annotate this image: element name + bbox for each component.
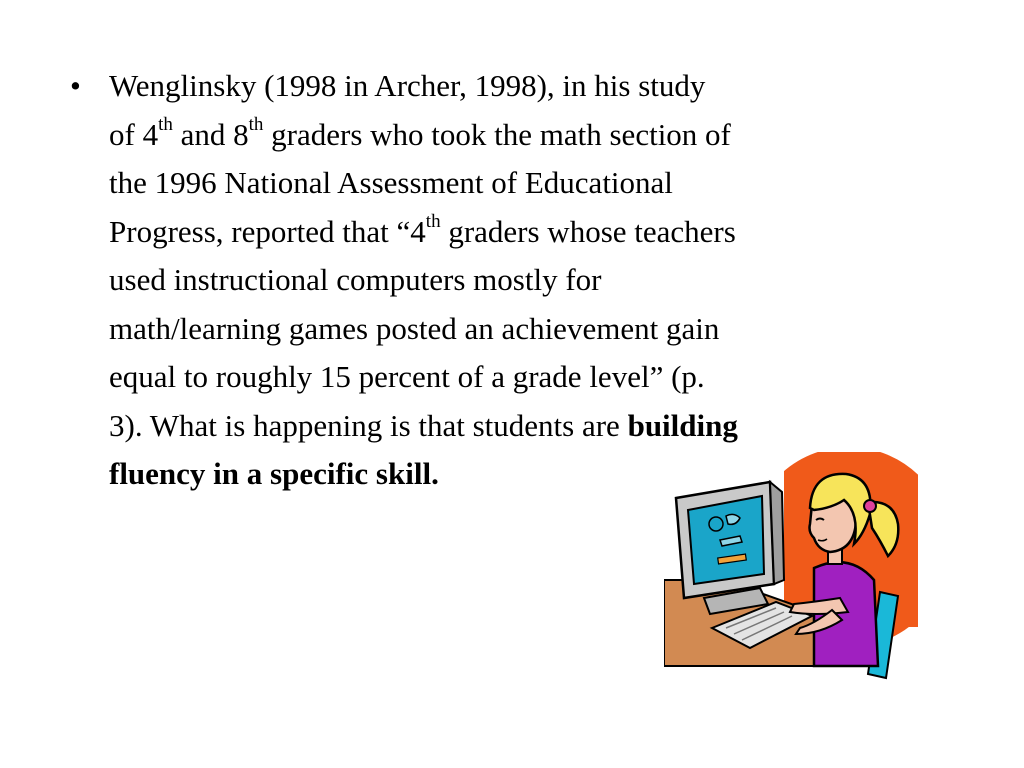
bullet-text [109, 62, 930, 499]
text-line-4 [109, 208, 930, 257]
bold-text: building [627, 407, 738, 443]
bold-text: fluency in a specific skill. [109, 456, 439, 491]
text-segment: the 1996 National Assessment of Educational [109, 165, 673, 200]
text-line-1 [109, 62, 930, 111]
superscript: th [248, 114, 264, 136]
bullet-marker: • [70, 68, 81, 103]
superscript: th [158, 114, 173, 136]
text-segment: used instructional computers mostly for [109, 262, 602, 297]
girl-at-computer-icon [664, 452, 918, 680]
text-segment: math/learning games posted an achievement gain [109, 310, 720, 346]
text-segment: graders who took the math section of [263, 116, 731, 152]
text-segment: and 8 [172, 116, 249, 152]
superscript: th [425, 211, 441, 233]
text-line-3 [109, 159, 930, 208]
text-segment: Progress, reported that “4 [109, 213, 426, 249]
text-line-8 [109, 402, 930, 451]
text-segment: graders whose teachers [440, 213, 736, 249]
text-segment: 3). What is happening is that students are [109, 407, 628, 443]
text-segment: equal to roughly 15 percent of a grade level” (p. [109, 359, 705, 394]
text-line-2 [109, 111, 930, 160]
text-line-7 [109, 353, 930, 402]
text-segment: Wenglinsky (1998 in Archer, 1998), in his study [109, 68, 706, 103]
bullet-point [70, 62, 930, 499]
text-line-5 [109, 256, 930, 305]
text-segment: of 4 [109, 116, 159, 152]
text-line-6 [109, 305, 930, 354]
